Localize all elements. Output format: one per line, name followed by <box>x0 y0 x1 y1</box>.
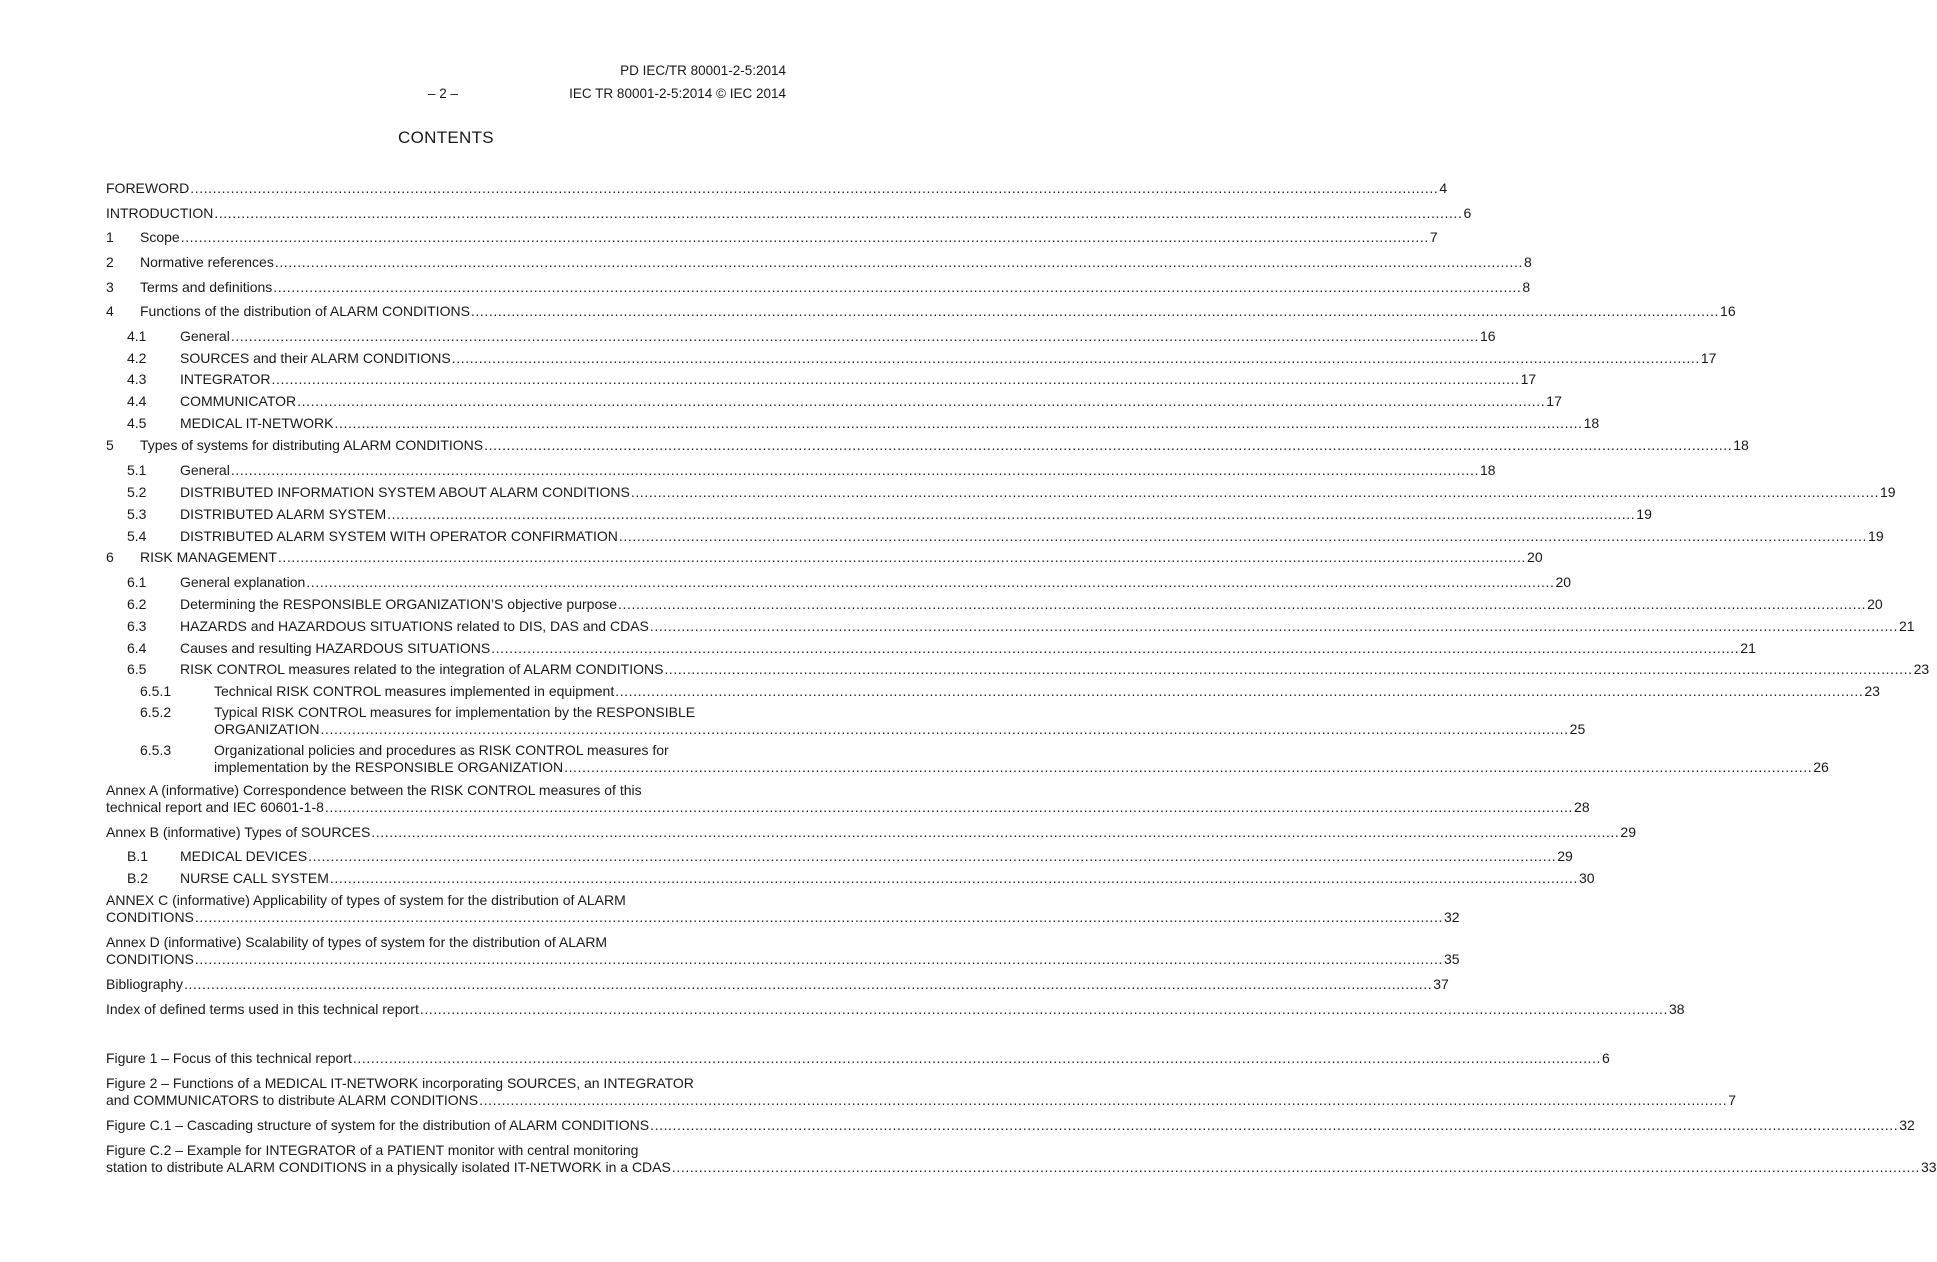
toc-entry[interactable] <box>106 870 1595 887</box>
dot-leader <box>564 759 1812 776</box>
entry-page-number: 28 <box>1574 799 1590 815</box>
entry-title: Scope <box>140 229 180 245</box>
entry-page-number: 35 <box>1444 951 1460 967</box>
toc-entry[interactable] <box>106 848 1573 865</box>
dot-leader <box>190 180 1438 197</box>
entry-title-line1: Annex A (informative) Correspondence between the RISK CONTROL measures of this <box>106 782 642 798</box>
toc-entry[interactable] <box>106 180 1448 197</box>
entry-page-number: 33 <box>1920 1159 1937 1175</box>
dot-leader <box>618 596 1866 613</box>
entry-page-number: 17 <box>1700 350 1717 366</box>
entry-title: General <box>180 462 230 478</box>
toc-entry[interactable] <box>106 328 1496 345</box>
dot-leader <box>371 824 1619 841</box>
toc-entry[interactable] <box>106 640 1756 657</box>
dot-leader <box>330 870 1578 887</box>
entry-page-number: 20 <box>1867 596 1883 612</box>
toc-entry[interactable] <box>106 782 1590 816</box>
entry-title: COMMUNICATOR <box>180 393 297 409</box>
toc-entry[interactable] <box>106 484 1896 501</box>
entry-title: Types of systems for distributing ALARM CONDITIONS <box>140 437 484 453</box>
entry-number: 6.5.1 <box>140 683 172 699</box>
dot-leader <box>631 484 1879 501</box>
dot-leader <box>272 371 1520 388</box>
dot-leader <box>275 254 1523 271</box>
entry-title: INTEGRATOR <box>180 371 271 387</box>
entry-title: Functions of the distribution of ALARM CONDITIONS <box>140 303 470 319</box>
toc-entry[interactable] <box>106 892 1460 926</box>
dot-leader <box>479 1092 1727 1109</box>
entry-number: 4.2 <box>127 350 147 366</box>
toc-entry[interactable] <box>106 824 1636 841</box>
toc-entry[interactable] <box>106 229 1438 246</box>
figures-entry[interactable] <box>106 1075 1737 1109</box>
document-id: PD IEC/TR 80001-2-5:2014 <box>620 63 786 78</box>
dot-leader <box>308 848 1556 865</box>
entry-page-number: 6 <box>1463 205 1472 221</box>
toc-entry[interactable] <box>106 506 1652 523</box>
toc-entry[interactable] <box>106 661 1930 678</box>
entry-title: Figure 1 – Focus of this technical report <box>106 1050 352 1066</box>
entry-title: CONDITIONS <box>106 909 194 925</box>
entry-title: Technical RISK CONTROL measures implemented in equipment <box>214 683 615 699</box>
entry-title-line1: Figure C.2 – Example for INTEGRATOR of a PATIENT monitor with central monitoring <box>106 1142 639 1158</box>
entry-title: Bibliography <box>106 976 184 992</box>
entry-page-number: 8 <box>1522 279 1531 295</box>
dot-leader <box>231 462 1479 479</box>
toc-entry[interactable] <box>106 549 1543 566</box>
entry-title-line1: Annex D (informative) Scalability of types of system for the distribution of ALARM <box>106 934 608 950</box>
page-number: – 2 – <box>428 86 459 101</box>
entry-page-number: 18 <box>1583 415 1600 431</box>
entry-page-number: 29 <box>1557 848 1573 864</box>
entry-page-number: 37 <box>1433 976 1449 992</box>
entry-number: 6.4 <box>127 640 147 656</box>
entry-title: INTRODUCTION <box>106 205 214 221</box>
entry-page-number: 32 <box>1899 1117 1915 1133</box>
toc-entry[interactable] <box>106 618 1915 635</box>
dot-leader <box>619 528 1867 545</box>
entry-number: 6.3 <box>127 618 147 634</box>
entry-title: NURSE CALL SYSTEM <box>180 870 329 886</box>
dot-leader <box>184 976 1432 993</box>
dot-leader <box>195 951 1443 968</box>
entry-number: 6.1 <box>127 574 147 590</box>
figures-entry[interactable] <box>106 1142 1937 1176</box>
entry-title: DISTRIBUTED INFORMATION SYSTEM ABOUT ALARM CONDITIONS <box>180 484 630 500</box>
entry-number: 5.1 <box>127 462 147 478</box>
entry-page-number: 20 <box>1555 574 1572 590</box>
entry-number: 1 <box>106 229 114 245</box>
entry-page-number: 7 <box>1728 1092 1737 1108</box>
entry-number: 5 <box>106 437 114 453</box>
entry-page-number: 26 <box>1813 759 1829 775</box>
toc-entry[interactable] <box>106 742 1829 776</box>
entry-title: Annex B (informative) Types of SOURCES <box>106 824 371 840</box>
toc-entry[interactable] <box>106 462 1496 479</box>
entry-page-number: 19 <box>1868 528 1884 544</box>
entry-page-number: 8 <box>1523 254 1532 270</box>
entry-page-number: 38 <box>1668 1001 1685 1017</box>
entry-page-number: 17 <box>1546 393 1562 409</box>
entry-number: 6.5 <box>127 661 147 677</box>
dot-leader <box>650 618 1898 635</box>
dot-leader <box>306 574 1554 591</box>
entry-page-number: 25 <box>1569 721 1586 737</box>
dot-leader <box>181 229 1429 246</box>
entry-number: 4.5 <box>127 415 147 431</box>
entry-title: HAZARDS and HAZARDOUS SITUATIONS related to DIS, DAS and CDAS <box>180 618 649 634</box>
toc-entry[interactable] <box>106 596 1883 613</box>
dot-leader <box>231 328 1479 345</box>
toc-entry[interactable] <box>106 279 1531 296</box>
entry-number: 6 <box>106 549 114 565</box>
entry-page-number: 19 <box>1879 484 1896 500</box>
entry-title: DISTRIBUTED ALARM SYSTEM WITH OPERATOR CONFIRMATION <box>180 528 618 544</box>
entry-number: 6.2 <box>127 596 147 612</box>
dot-leader <box>278 549 1526 566</box>
entry-title: General <box>180 328 230 344</box>
entry-number: 4 <box>106 303 114 319</box>
entry-number: 5.2 <box>127 484 147 500</box>
entry-number: 4.1 <box>127 328 147 344</box>
toc-entry[interactable] <box>106 1001 1685 1018</box>
entry-page-number: 29 <box>1620 824 1636 840</box>
entry-title: RISK MANAGEMENT <box>140 549 277 565</box>
entry-title: Causes and resulting HAZARDOUS SITUATIONS <box>180 640 491 656</box>
entry-page-number: 16 <box>1720 303 1736 319</box>
entry-page-number: 18 <box>1733 437 1749 453</box>
entry-page-number: 19 <box>1636 506 1652 522</box>
toc-entry[interactable] <box>106 704 1586 738</box>
entry-title: Figure C.1 – Cascading structure of system for the distribution of ALARM CONDITIONS <box>106 1117 650 1133</box>
contents-heading: CONTENTS <box>398 128 494 147</box>
entry-number: 4.3 <box>127 371 147 387</box>
entry-page-number: 6 <box>1602 1050 1610 1066</box>
entry-title: General explanation <box>180 574 306 590</box>
entry-title: ORGANIZATION <box>214 721 320 737</box>
figures-entry[interactable] <box>106 1050 1610 1067</box>
dot-leader <box>387 506 1635 523</box>
entry-number: B.2 <box>127 870 149 886</box>
entry-number: 6.5.3 <box>140 742 172 758</box>
entry-page-number: 23 <box>1913 661 1930 677</box>
dot-leader <box>484 437 1732 454</box>
entry-title: Terms and definitions <box>140 279 273 295</box>
dot-leader <box>452 350 1700 367</box>
toc-entry[interactable] <box>106 976 1449 993</box>
entry-title: MEDICAL DEVICES <box>180 848 308 864</box>
toc-entry[interactable] <box>106 393 1562 410</box>
entry-number: B.1 <box>127 848 149 864</box>
entry-title: Index of defined terms used in this technical report <box>106 1001 419 1017</box>
entry-page-number: 21 <box>1740 640 1756 656</box>
toc-entry[interactable] <box>106 350 1717 367</box>
entry-title: CONDITIONS <box>106 951 194 967</box>
entry-page-number: 20 <box>1527 549 1543 565</box>
toc-entry[interactable] <box>106 254 1532 271</box>
dot-leader <box>491 640 1739 657</box>
dot-leader <box>335 415 1583 432</box>
entry-number: 2 <box>106 254 114 270</box>
dot-leader <box>471 303 1719 320</box>
dot-leader <box>273 279 1521 296</box>
dot-leader <box>297 393 1545 410</box>
dot-leader <box>664 661 1912 678</box>
entry-page-number: 7 <box>1429 229 1438 245</box>
entry-title: FOREWORD <box>106 180 190 196</box>
entry-title: SOURCES and their ALARM CONDITIONS <box>180 350 451 366</box>
entry-page-number: 23 <box>1864 683 1880 699</box>
dot-leader <box>195 909 1443 926</box>
entry-title: DISTRIBUTED ALARM SYSTEM <box>180 506 387 522</box>
dot-leader <box>321 721 1569 738</box>
entry-title-line1: Organizational policies and procedures as RISK CONTROL measures for <box>214 742 669 758</box>
entry-page-number: 30 <box>1578 870 1595 886</box>
entry-title: Determining the RESPONSIBLE ORGANIZATION’S objective purpose <box>180 596 618 612</box>
entry-title: MEDICAL IT-NETWORK <box>180 415 334 431</box>
copyright-line: IEC TR 80001-2-5:2014 © IEC 2014 <box>569 86 786 101</box>
dot-leader <box>214 205 1462 222</box>
figures-entry[interactable] <box>106 1117 1915 1134</box>
entry-title: implementation by the RESPONSIBLE ORGANIZATION <box>214 759 564 775</box>
toc-entry[interactable] <box>106 528 1884 545</box>
entry-title: technical report and IEC 60601-1-8 <box>106 799 324 815</box>
entry-number: 5.4 <box>127 528 147 544</box>
toc-entry[interactable] <box>106 415 1600 432</box>
entry-number: 3 <box>106 279 114 295</box>
dot-leader <box>325 799 1573 816</box>
entry-title: station to distribute ALARM CONDITIONS in a physically isolated IT-NETWORK in a CDAS <box>106 1159 671 1175</box>
entry-title-line1: Figure 2 – Functions of a MEDICAL IT-NETWORK incorporating SOURCES, an INTEGRATOR <box>106 1075 694 1091</box>
toc-entry[interactable] <box>106 371 1537 388</box>
entry-page-number: 21 <box>1899 618 1915 634</box>
toc-entry[interactable] <box>106 574 1572 591</box>
entry-page-number: 32 <box>1444 909 1460 925</box>
entry-page-number: 16 <box>1479 328 1496 344</box>
entry-number: 4.4 <box>127 393 147 409</box>
entry-title: Normative references <box>140 254 274 270</box>
dot-leader <box>353 1050 1601 1067</box>
dot-leader <box>615 683 1863 700</box>
entry-number: 5.3 <box>127 506 147 522</box>
dot-leader <box>650 1117 1898 1134</box>
entry-title-line1: Typical RISK CONTROL measures for implementation by the RESPONSIBLE <box>214 704 696 720</box>
toc-entry[interactable] <box>106 303 1736 320</box>
entry-title-line1: ANNEX C (informative) Applicability of types of system for the distribution of ALARM <box>106 892 626 908</box>
toc-entry[interactable] <box>106 205 1472 222</box>
toc-entry[interactable] <box>106 683 1880 700</box>
dot-leader <box>672 1159 1920 1176</box>
entry-title: RISK CONTROL measures related to the integration of ALARM CONDITIONS <box>180 661 664 677</box>
entry-page-number: 17 <box>1520 371 1537 387</box>
entry-title: and COMMUNICATORS to distribute ALARM CONDITIONS <box>106 1092 479 1108</box>
entry-number: 6.5.2 <box>140 704 172 720</box>
entry-page-number: 18 <box>1479 462 1496 478</box>
entry-page-number: 4 <box>1439 180 1448 196</box>
toc-entry[interactable] <box>106 437 1749 454</box>
toc-entry[interactable] <box>106 934 1460 968</box>
dot-leader <box>420 1001 1668 1018</box>
